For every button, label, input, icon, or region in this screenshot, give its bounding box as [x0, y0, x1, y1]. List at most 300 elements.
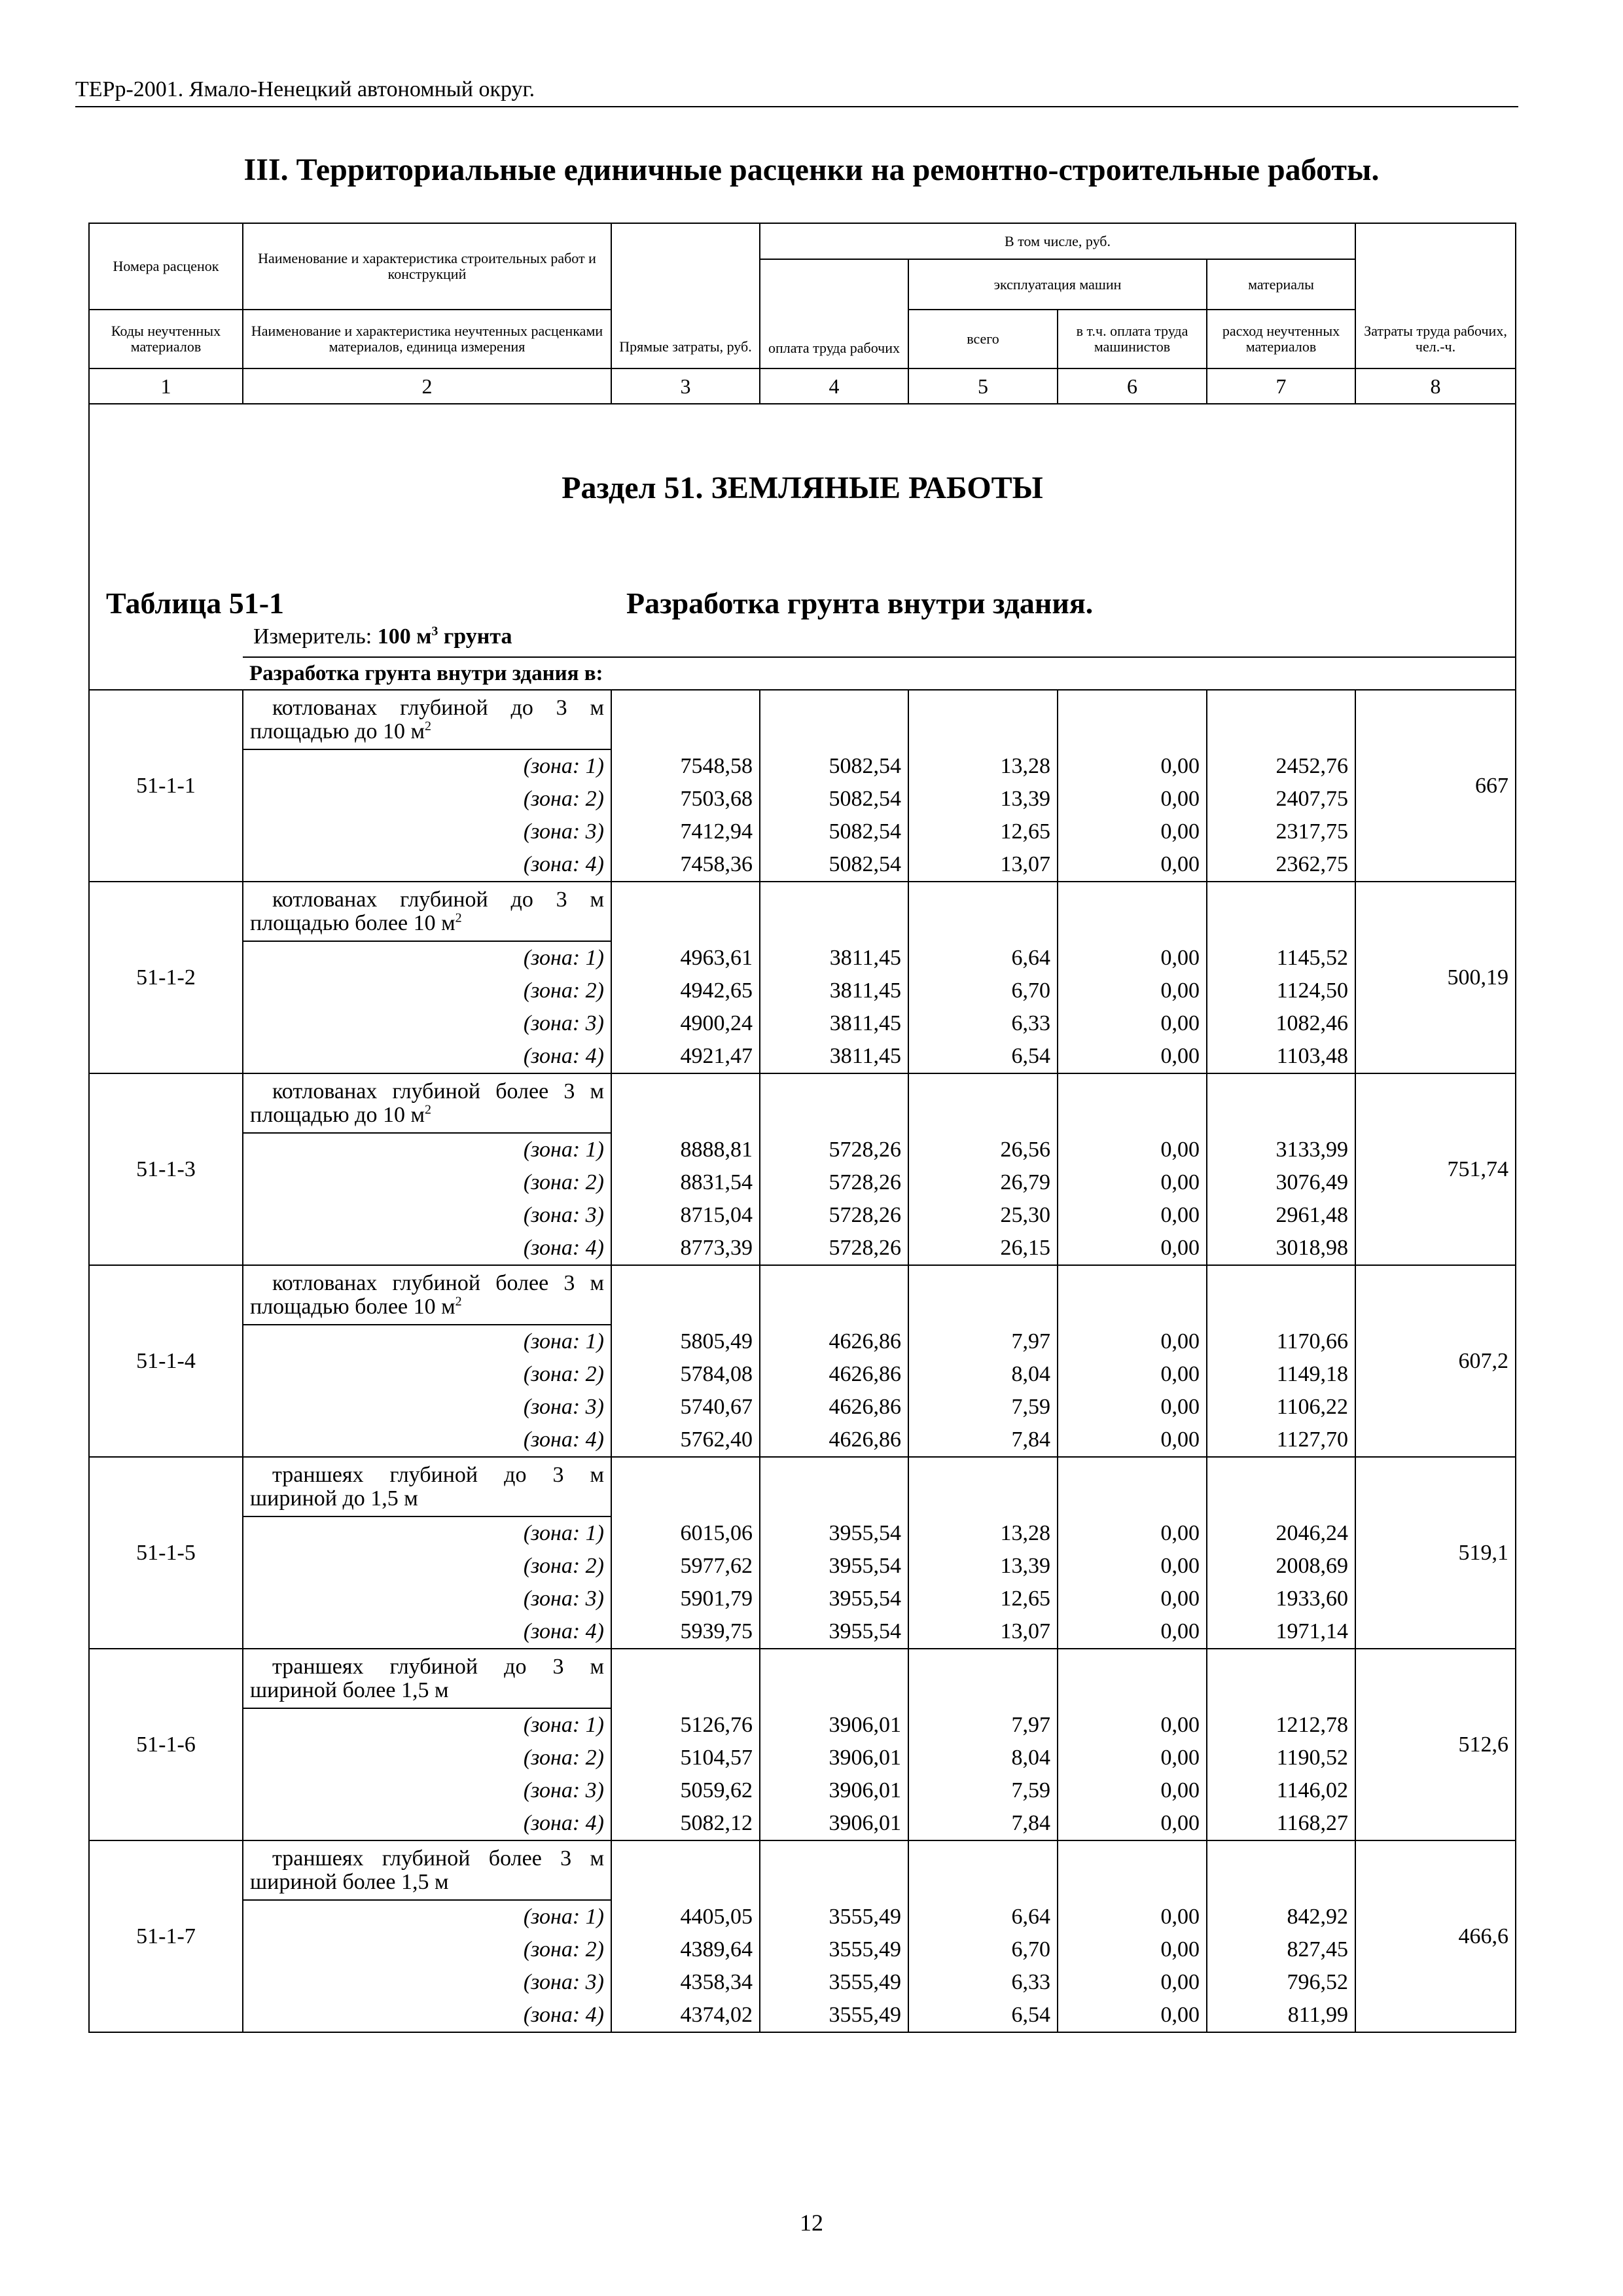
- area-power: 2: [455, 910, 462, 925]
- zone-label: (зона: 1): [243, 1708, 611, 1742]
- direct-cost: 7548,58: [611, 749, 760, 783]
- machine-cost: 13,39: [908, 783, 1058, 816]
- area-power: 2: [424, 1102, 431, 1117]
- header-machines-total: всего: [908, 310, 1058, 368]
- empty-cell: [760, 1649, 908, 1708]
- unit-tail: грунта: [443, 624, 512, 649]
- direct-cost: 4942,65: [611, 975, 760, 1007]
- rate-description-text: [250, 1272, 604, 1319]
- machinist-wage: 0,00: [1058, 1933, 1207, 1966]
- machine-cost: 13,39: [908, 1550, 1058, 1583]
- empty-cell: [760, 690, 908, 749]
- column-number: 7: [1207, 368, 1355, 404]
- labor-cost: 519,1: [1355, 1457, 1516, 1649]
- rate-row: [89, 882, 1516, 941]
- direct-cost: 5901,79: [611, 1583, 760, 1615]
- materials-cost: 1170,66: [1207, 1325, 1355, 1358]
- machinist-wage: 0,00: [1058, 1583, 1207, 1615]
- machinist-wage: 0,00: [1058, 941, 1207, 975]
- zone-row: [89, 1583, 1516, 1615]
- materials-cost: 1127,70: [1207, 1424, 1355, 1457]
- zone-row: [89, 1933, 1516, 1966]
- empty-cell: [760, 1840, 908, 1900]
- worker-wage: 3811,45: [760, 1007, 908, 1040]
- materials-cost: 1124,50: [1207, 975, 1355, 1007]
- zone-label: (зона: 4): [243, 1424, 611, 1457]
- worker-wage: 3955,54: [760, 1550, 908, 1583]
- worker-wage: 5728,26: [760, 1133, 908, 1166]
- empty-cell: [908, 1073, 1058, 1133]
- empty-cell: [611, 1265, 760, 1325]
- empty-cell: [611, 1649, 760, 1708]
- zone-row: [89, 1774, 1516, 1807]
- machinist-wage: 0,00: [1058, 1325, 1207, 1358]
- direct-cost: 4389,64: [611, 1933, 760, 1966]
- machine-cost: 13,28: [908, 749, 1058, 783]
- column-number: 8: [1355, 368, 1516, 404]
- materials-cost: 1145,52: [1207, 941, 1355, 975]
- empty-cell: [1207, 1457, 1355, 1516]
- machine-cost: 6,33: [908, 1007, 1058, 1040]
- worker-wage: 5082,54: [760, 749, 908, 783]
- materials-cost: 1106,22: [1207, 1391, 1355, 1424]
- header-worker-wages: оплата труда рабочих: [760, 259, 908, 368]
- header-machinist-wages: в т.ч. оплата труда машинистов: [1058, 310, 1207, 368]
- rate-description-body: котлованах глубиной до 3 м площадью более 10 м: [250, 887, 604, 935]
- materials-cost: 811,99: [1207, 1999, 1355, 2032]
- direct-cost: 5059,62: [611, 1774, 760, 1807]
- zone-label: (зона: 3): [243, 816, 611, 848]
- machine-cost: 25,30: [908, 1199, 1058, 1232]
- materials-cost: 1082,46: [1207, 1007, 1355, 1040]
- rate-row: [89, 1649, 1516, 1708]
- materials-cost: 2008,69: [1207, 1550, 1355, 1583]
- empty-cell: [1058, 1649, 1207, 1708]
- machine-cost: 26,56: [908, 1133, 1058, 1166]
- worker-wage: 4626,86: [760, 1358, 908, 1391]
- machine-cost: 8,04: [908, 1742, 1058, 1774]
- worker-wage: 5728,26: [760, 1232, 908, 1265]
- zone-label: (зона: 1): [243, 941, 611, 975]
- zone-row: [89, 1232, 1516, 1265]
- materials-cost: 3018,98: [1207, 1232, 1355, 1265]
- materials-cost: 1146,02: [1207, 1774, 1355, 1807]
- zone-row: [89, 941, 1516, 975]
- section-title: Раздел 51. ЗЕМЛЯНЫЕ РАБОТЫ: [562, 471, 1043, 505]
- direct-cost: 5939,75: [611, 1615, 760, 1649]
- empty-cell: [611, 1457, 760, 1516]
- unit-value: 100 м: [377, 624, 432, 649]
- rate-row: [89, 1840, 1516, 1900]
- machine-cost: 6,70: [908, 975, 1058, 1007]
- empty-cell: [1058, 690, 1207, 749]
- zone-row: [89, 816, 1516, 848]
- worker-wage: 4626,86: [760, 1325, 908, 1358]
- machinist-wage: 0,00: [1058, 1774, 1207, 1807]
- group-spacer: [89, 657, 243, 690]
- rate-code: 51-1-4: [89, 1265, 243, 1457]
- empty-cell: [1207, 1073, 1355, 1133]
- empty-cell: [760, 1265, 908, 1325]
- empty-cell: [611, 1073, 760, 1133]
- zone-row: [89, 1007, 1516, 1040]
- rate-description-text: [250, 1463, 604, 1511]
- empty-cell: [1207, 882, 1355, 941]
- empty-cell: [1058, 1457, 1207, 1516]
- rate-description-body: котлованах глубиной до 3 м площадью до 10 м: [250, 695, 604, 744]
- zone-label: (зона: 4): [243, 1040, 611, 1073]
- rate-description: [243, 882, 611, 941]
- column-number: 3: [611, 368, 760, 404]
- machinist-wage: 0,00: [1058, 1199, 1207, 1232]
- machine-cost: 13,28: [908, 1516, 1058, 1550]
- materials-cost: 2317,75: [1207, 816, 1355, 848]
- rate-row: [89, 1265, 1516, 1325]
- empty-cell: [1058, 882, 1207, 941]
- column-number: 5: [908, 368, 1058, 404]
- zone-label: (зона: 4): [243, 1807, 611, 1840]
- table-number: Таблица 51-1: [106, 586, 285, 620]
- running-title: ТЕРр-2001. Ямало-Ненецкий автономный округ.: [75, 77, 535, 101]
- zone-row: [89, 1325, 1516, 1358]
- zone-row: [89, 1166, 1516, 1199]
- materials-cost: 1933,60: [1207, 1583, 1355, 1615]
- direct-cost: 5126,76: [611, 1708, 760, 1742]
- materials-cost: 827,45: [1207, 1933, 1355, 1966]
- worker-wage: 3955,54: [760, 1583, 908, 1615]
- machine-cost: 6,54: [908, 1040, 1058, 1073]
- rate-description: [243, 1265, 611, 1325]
- column-number: 6: [1058, 368, 1207, 404]
- worker-wage: 5728,26: [760, 1199, 908, 1232]
- machinist-wage: 0,00: [1058, 1742, 1207, 1774]
- zone-row: [89, 1742, 1516, 1774]
- machinist-wage: 0,00: [1058, 1232, 1207, 1265]
- machinist-wage: 0,00: [1058, 1040, 1207, 1073]
- materials-cost: 1103,48: [1207, 1040, 1355, 1073]
- column-number: 1: [89, 368, 243, 404]
- machine-cost: 6,64: [908, 1900, 1058, 1933]
- header-unaccounted-materials: расход неучтенных материалов: [1207, 310, 1355, 368]
- materials-cost: 2961,48: [1207, 1199, 1355, 1232]
- materials-cost: 3133,99: [1207, 1133, 1355, 1166]
- materials-cost: 2046,24: [1207, 1516, 1355, 1550]
- zone-label: (зона: 2): [243, 1358, 611, 1391]
- group-title-text: Разработка грунта внутри здания в:: [249, 661, 603, 685]
- empty-cell: [908, 1457, 1058, 1516]
- machinist-wage: 0,00: [1058, 816, 1207, 848]
- rate-row: [89, 690, 1516, 749]
- empty-cell: [1207, 1649, 1355, 1708]
- header-rule: [75, 106, 1518, 107]
- machine-cost: 6,33: [908, 1966, 1058, 1999]
- machinist-wage: 0,00: [1058, 1708, 1207, 1742]
- zone-label: (зона: 2): [243, 783, 611, 816]
- machinist-wage: 0,00: [1058, 1615, 1207, 1649]
- zone-row: [89, 1516, 1516, 1550]
- zone-label: (зона: 2): [243, 1550, 611, 1583]
- group-title: [243, 657, 1516, 690]
- unit-power: 3: [431, 624, 438, 639]
- zone-row: [89, 1424, 1516, 1457]
- area-power: 2: [424, 719, 431, 734]
- group-row: [89, 657, 1516, 690]
- column-numbers-row: [89, 368, 1516, 404]
- rate-row: [89, 1457, 1516, 1516]
- worker-wage: 5082,54: [760, 816, 908, 848]
- worker-wage: 3555,49: [760, 1933, 908, 1966]
- zone-row: [89, 1133, 1516, 1166]
- zone-label: (зона: 2): [243, 975, 611, 1007]
- worker-wage: 3811,45: [760, 941, 908, 975]
- zone-label: (зона: 1): [243, 1516, 611, 1550]
- machinist-wage: 0,00: [1058, 1424, 1207, 1457]
- zone-row: [89, 1391, 1516, 1424]
- empty-cell: [1058, 1073, 1207, 1133]
- zone-row: [89, 783, 1516, 816]
- direct-cost: 7412,94: [611, 816, 760, 848]
- machine-cost: 7,59: [908, 1774, 1058, 1807]
- direct-cost: 5104,57: [611, 1742, 760, 1774]
- machine-cost: 26,15: [908, 1232, 1058, 1265]
- zone-row: [89, 848, 1516, 882]
- zone-row: [89, 1550, 1516, 1583]
- machinist-wage: 0,00: [1058, 1391, 1207, 1424]
- zone-row: [89, 1708, 1516, 1742]
- worker-wage: 3555,49: [760, 1900, 908, 1933]
- header-col1-top: Номера расценок: [89, 223, 243, 310]
- machinist-wage: 0,00: [1058, 1807, 1207, 1840]
- empty-cell: [1207, 1265, 1355, 1325]
- machinist-wage: 0,00: [1058, 1550, 1207, 1583]
- machinist-wage: 0,00: [1058, 1358, 1207, 1391]
- zone-label: (зона: 3): [243, 1007, 611, 1040]
- page-number: 12: [800, 2210, 823, 2236]
- machine-cost: 12,65: [908, 816, 1058, 848]
- materials-cost: 2407,75: [1207, 783, 1355, 816]
- rate-row: [89, 1073, 1516, 1133]
- rates-table: [88, 223, 1516, 2033]
- header-labor-costs: Затраты труда рабочих, чел.-ч.: [1355, 223, 1516, 368]
- machine-cost: 26,79: [908, 1166, 1058, 1199]
- machinist-wage: 0,00: [1058, 749, 1207, 783]
- materials-cost: 1212,78: [1207, 1708, 1355, 1742]
- empty-cell: [611, 1840, 760, 1900]
- zone-label: (зона: 4): [243, 1999, 611, 2032]
- zone-label: (зона: 4): [243, 1615, 611, 1649]
- worker-wage: 5082,54: [760, 783, 908, 816]
- machine-cost: 7,97: [908, 1708, 1058, 1742]
- materials-cost: 1149,18: [1207, 1358, 1355, 1391]
- zone-label: (зона: 2): [243, 1742, 611, 1774]
- materials-cost: 796,52: [1207, 1966, 1355, 1999]
- materials-cost: 2452,76: [1207, 749, 1355, 783]
- direct-cost: 7503,68: [611, 783, 760, 816]
- materials-cost: 1168,27: [1207, 1807, 1355, 1840]
- machinist-wage: 0,00: [1058, 1900, 1207, 1933]
- rate-description: [243, 1649, 611, 1708]
- materials-cost: 1971,14: [1207, 1615, 1355, 1649]
- rate-description: [243, 690, 611, 749]
- worker-wage: 3811,45: [760, 975, 908, 1007]
- zone-label: (зона: 3): [243, 1774, 611, 1807]
- column-number: 4: [760, 368, 908, 404]
- direct-cost: 5740,67: [611, 1391, 760, 1424]
- header-materials: материалы: [1207, 259, 1355, 310]
- rate-description-text: [250, 1655, 604, 1702]
- unit-label: Измеритель:: [253, 624, 372, 649]
- header-including: В том числе, руб.: [760, 223, 1355, 259]
- rate-description-text: [250, 888, 604, 935]
- empty-cell: [908, 1840, 1058, 1900]
- empty-cell: [1058, 1265, 1207, 1325]
- machine-cost: 13,07: [908, 1615, 1058, 1649]
- area-power: 2: [455, 1294, 462, 1309]
- empty-cell: [611, 882, 760, 941]
- rate-description: [243, 1840, 611, 1900]
- rate-description-text: [250, 1080, 604, 1127]
- materials-cost: 842,92: [1207, 1900, 1355, 1933]
- direct-cost: 8773,39: [611, 1232, 760, 1265]
- section-block: [89, 404, 1516, 657]
- worker-wage: 5728,26: [760, 1166, 908, 1199]
- zone-label: (зона: 3): [243, 1966, 611, 1999]
- labor-cost: 512,6: [1355, 1649, 1516, 1840]
- zone-label: (зона: 1): [243, 749, 611, 783]
- rate-description-body: котлованах глубиной более 3 м площадью до 10 м: [250, 1079, 604, 1127]
- materials-cost: 1190,52: [1207, 1742, 1355, 1774]
- zone-label: (зона: 3): [243, 1199, 611, 1232]
- machinist-wage: 0,00: [1058, 1007, 1207, 1040]
- worker-wage: 3906,01: [760, 1774, 908, 1807]
- machine-cost: 7,84: [908, 1807, 1058, 1840]
- rate-code: 51-1-5: [89, 1457, 243, 1649]
- materials-cost: 2362,75: [1207, 848, 1355, 882]
- column-number: 2: [243, 368, 611, 404]
- direct-cost: 7458,36: [611, 848, 760, 882]
- zone-row: [89, 1966, 1516, 1999]
- labor-cost: 667: [1355, 690, 1516, 882]
- worker-wage: 4626,86: [760, 1391, 908, 1424]
- zone-label: (зона: 1): [243, 1900, 611, 1933]
- direct-cost: 4900,24: [611, 1007, 760, 1040]
- zone-row: [89, 1999, 1516, 2032]
- machinist-wage: 0,00: [1058, 1166, 1207, 1199]
- header-col2-bottom: Наименование и характеристика неучтенных расценками материалов, единица измерения: [243, 310, 611, 368]
- unit-of-measure: [253, 624, 512, 649]
- rate-code: 51-1-6: [89, 1649, 243, 1840]
- empty-cell: [908, 882, 1058, 941]
- empty-cell: [760, 882, 908, 941]
- worker-wage: 3906,01: [760, 1708, 908, 1742]
- empty-cell: [760, 1457, 908, 1516]
- zone-label: (зона: 1): [243, 1133, 611, 1166]
- labor-cost: 751,74: [1355, 1073, 1516, 1265]
- rate-description-body: траншеях глубиной до 3 м шириной до 1,5 м: [250, 1462, 604, 1511]
- zone-row: [89, 975, 1516, 1007]
- machinist-wage: 0,00: [1058, 783, 1207, 816]
- direct-cost: 5784,08: [611, 1358, 760, 1391]
- header-col2-top: Наименование и характеристика строительных работ и конструкций: [243, 223, 611, 310]
- machinist-wage: 0,00: [1058, 848, 1207, 882]
- rate-code: 51-1-7: [89, 1840, 243, 2032]
- machinist-wage: 0,00: [1058, 975, 1207, 1007]
- zone-label: (зона: 3): [243, 1583, 611, 1615]
- zone-row: [89, 1040, 1516, 1073]
- zone-row: [89, 1807, 1516, 1840]
- empty-cell: [908, 1265, 1058, 1325]
- machine-cost: 13,07: [908, 848, 1058, 882]
- zone-label: (зона: 4): [243, 848, 611, 882]
- worker-wage: 4626,86: [760, 1424, 908, 1457]
- header-direct-costs: Прямые затраты, руб.: [611, 223, 760, 368]
- direct-cost: 4921,47: [611, 1040, 760, 1073]
- direct-cost: 6015,06: [611, 1516, 760, 1550]
- zone-row: [89, 1358, 1516, 1391]
- rate-description-body: траншеях глубиной более 3 м шириной более 1,5 м: [250, 1846, 604, 1894]
- machine-cost: 6,70: [908, 1933, 1058, 1966]
- direct-cost: 4374,02: [611, 1999, 760, 2032]
- empty-cell: [1058, 1840, 1207, 1900]
- worker-wage: 3555,49: [760, 1966, 908, 1999]
- machine-cost: 6,64: [908, 941, 1058, 975]
- header-machines: эксплуатация машин: [908, 259, 1207, 310]
- worker-wage: 3811,45: [760, 1040, 908, 1073]
- empty-cell: [1207, 1840, 1355, 1900]
- machine-cost: 7,59: [908, 1391, 1058, 1424]
- rate-code: 51-1-3: [89, 1073, 243, 1265]
- rate-description: [243, 1073, 611, 1133]
- zone-row: [89, 1900, 1516, 1933]
- direct-cost: 8715,04: [611, 1199, 760, 1232]
- empty-cell: [1207, 690, 1355, 749]
- header-col1-bottom: Коды неучтенных материалов: [89, 310, 243, 368]
- document-heading: III. Территориальные единичные расценки на ремонтно-строительные работы.: [243, 152, 1380, 187]
- direct-cost: 4358,34: [611, 1966, 760, 1999]
- zone-label: (зона: 3): [243, 1391, 611, 1424]
- worker-wage: 5082,54: [760, 848, 908, 882]
- machine-cost: 6,54: [908, 1999, 1058, 2032]
- rate-description-body: траншеях глубиной до 3 м шириной более 1,5 м: [250, 1654, 604, 1702]
- zone-row: [89, 1615, 1516, 1649]
- rate-description: [243, 1457, 611, 1516]
- rate-code: 51-1-1: [89, 690, 243, 882]
- zone-label: (зона: 2): [243, 1933, 611, 1966]
- zone-row: [89, 749, 1516, 783]
- labor-cost: 607,2: [1355, 1265, 1516, 1457]
- rate-description-text: [250, 696, 604, 744]
- direct-cost: 5977,62: [611, 1550, 760, 1583]
- direct-cost: 4963,61: [611, 941, 760, 975]
- machinist-wage: 0,00: [1058, 1133, 1207, 1166]
- zone-label: (зона: 1): [243, 1325, 611, 1358]
- worker-wage: 3955,54: [760, 1615, 908, 1649]
- direct-cost: 4405,05: [611, 1900, 760, 1933]
- machine-cost: 12,65: [908, 1583, 1058, 1615]
- rate-description-body: котлованах глубиной более 3 м площадью более 10 м: [250, 1270, 604, 1319]
- machinist-wage: 0,00: [1058, 1966, 1207, 1999]
- empty-cell: [908, 1649, 1058, 1708]
- empty-cell: [611, 690, 760, 749]
- table-title: Разработка грунта внутри здания.: [626, 586, 1094, 620]
- empty-cell: [908, 690, 1058, 749]
- zone-label: (зона: 2): [243, 1166, 611, 1199]
- empty-cell: [760, 1073, 908, 1133]
- worker-wage: 3555,49: [760, 1999, 908, 2032]
- direct-cost: 8888,81: [611, 1133, 760, 1166]
- zone-label: (зона: 4): [243, 1232, 611, 1265]
- machinist-wage: 0,00: [1058, 1999, 1207, 2032]
